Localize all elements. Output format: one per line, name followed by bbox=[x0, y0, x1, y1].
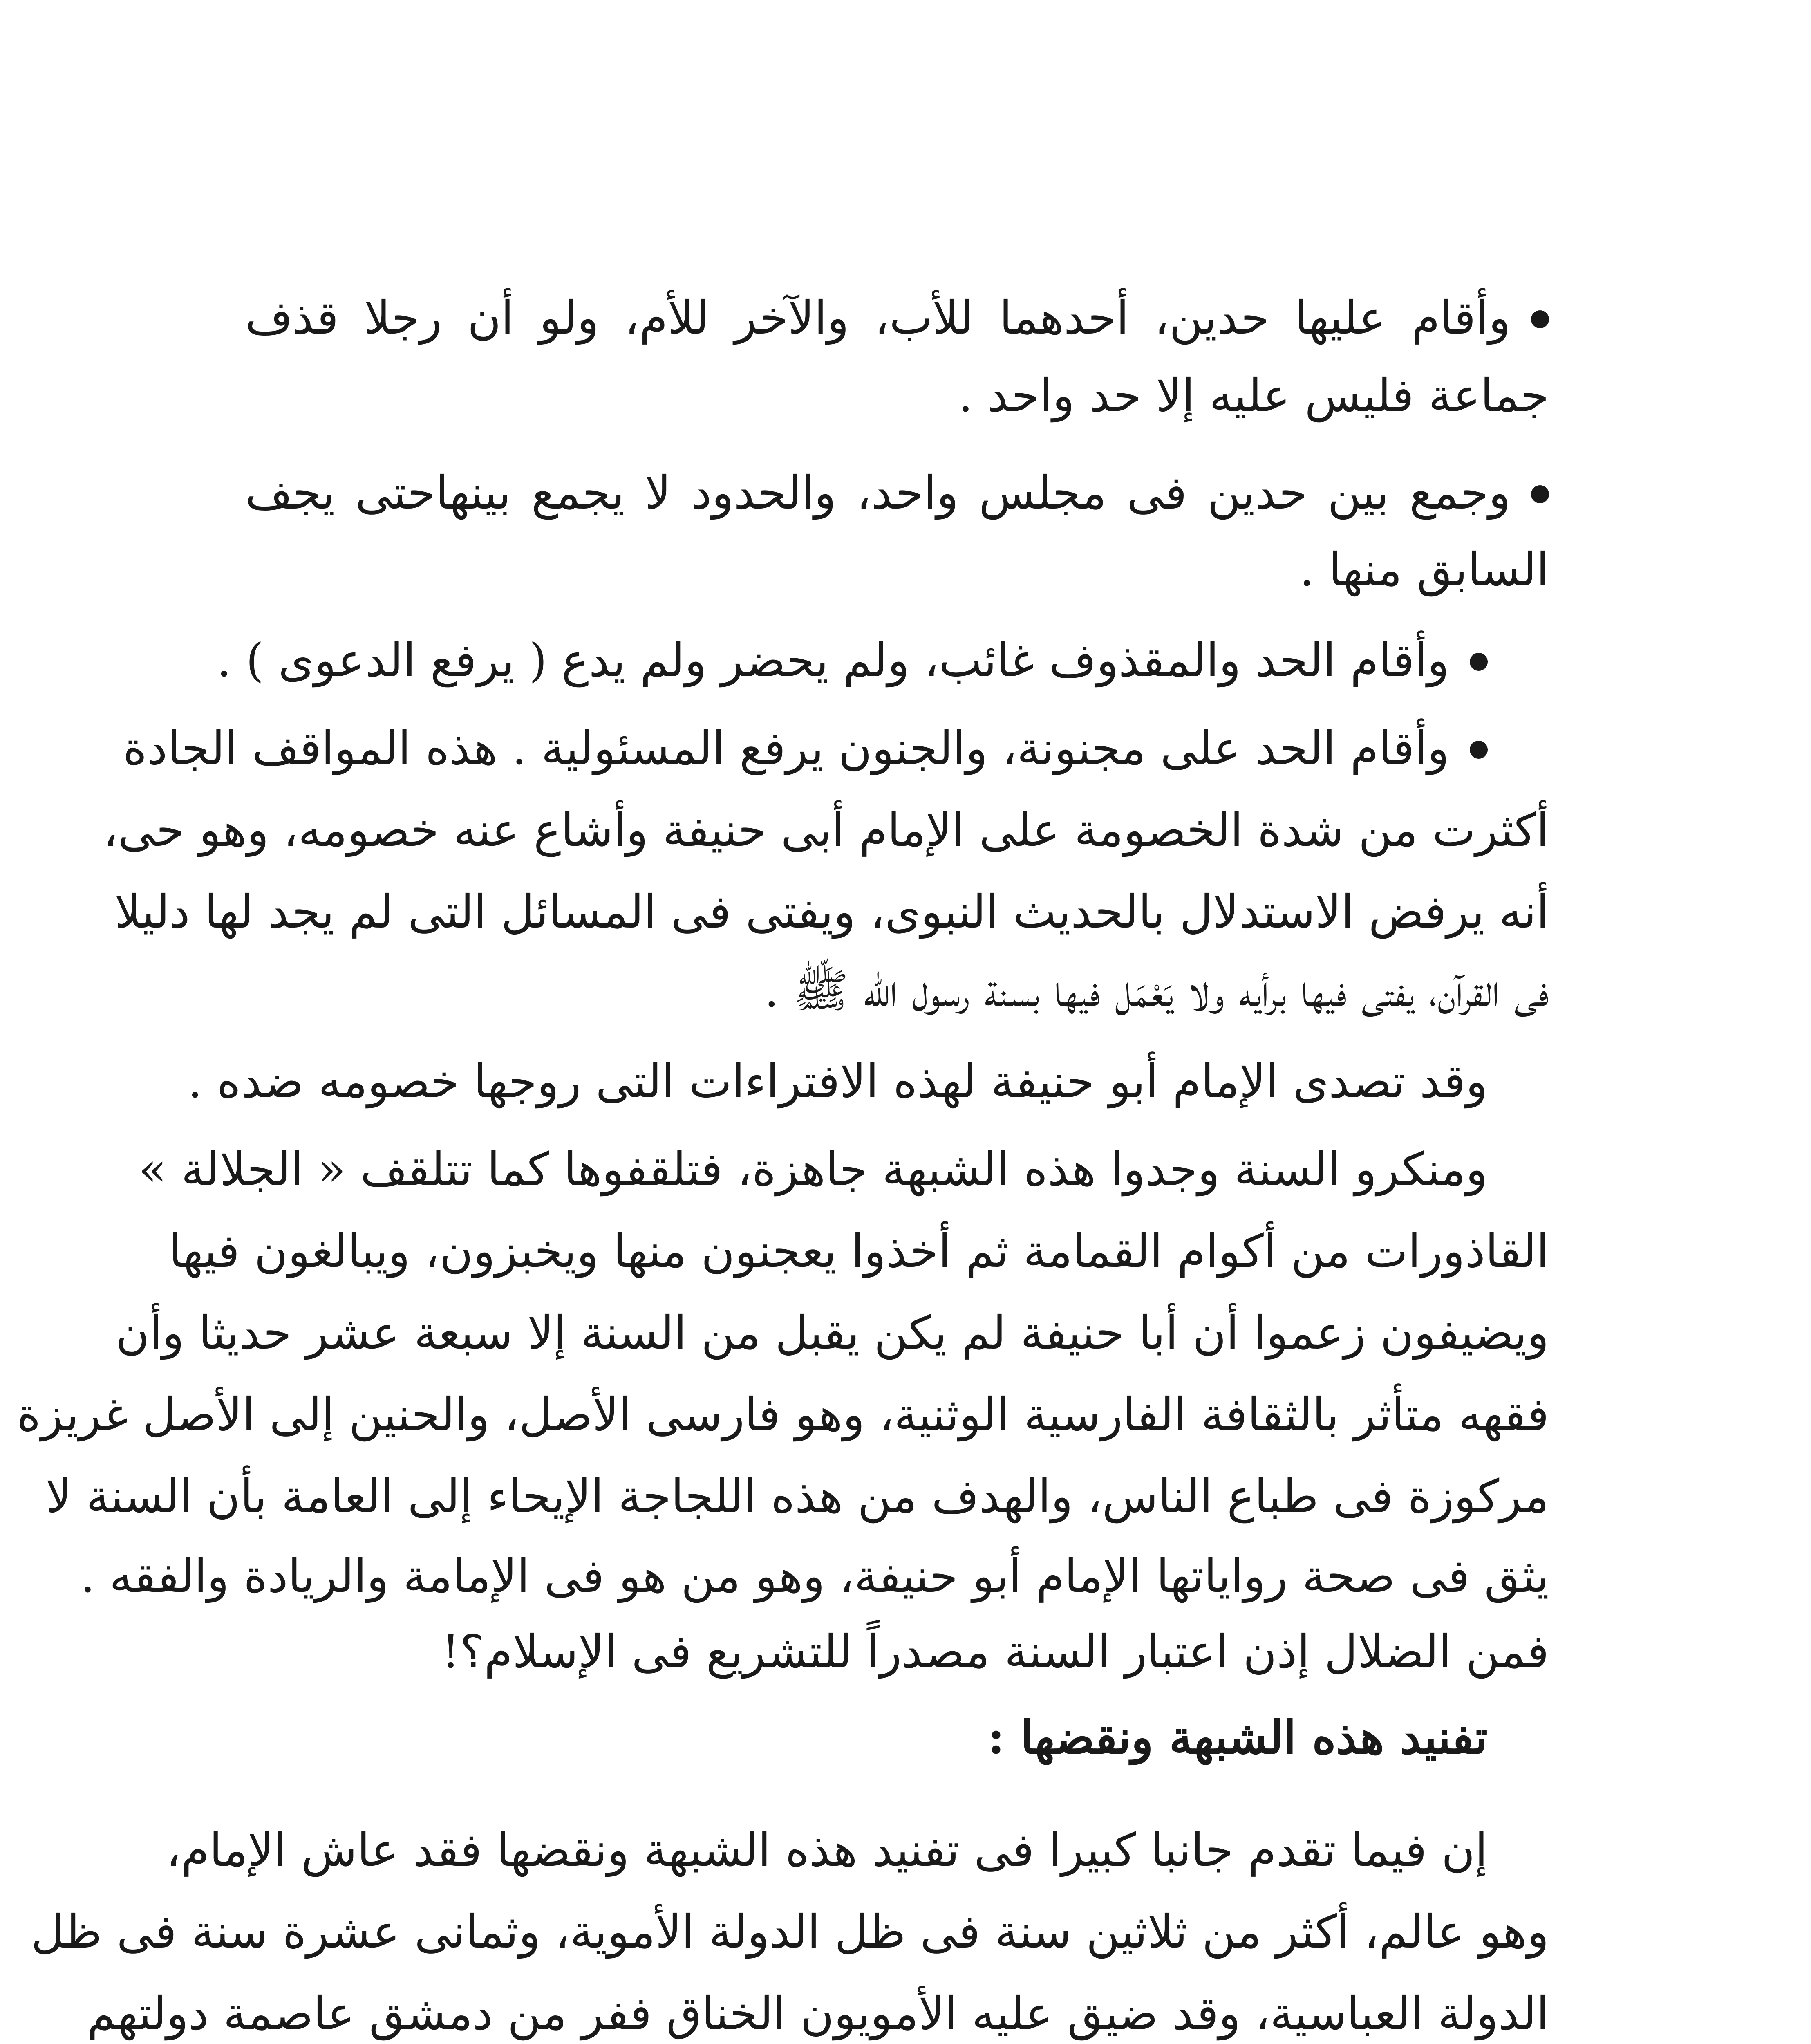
line-text: ويضيفون زعموا أن أبا حنيفة لم يكن يقبل من السنة إلا سبعة عشر حديثا وأن bbox=[116, 1307, 1549, 1360]
bullet-icon bbox=[1470, 741, 1488, 759]
line-text: وأقام الحد والمقذوف غائب، ولم يحضر ولم يدع ( يرفع الدعوى ) . bbox=[217, 634, 1449, 687]
heading-text: تفنيد هذه الشبهة ونقضها : bbox=[987, 1711, 1488, 1764]
line-text: وجمع بين حدين فى مجلس واحد، والحدود لا يجمع بينهاحتى يجف bbox=[245, 466, 1511, 520]
text-line-21 bbox=[87, 1987, 1549, 2044]
text-line-10 bbox=[188, 1055, 1549, 1149]
line-text: فقهه متأثر بالثقافة الفارسية الوثنية، وهو فارسى الأصل، والحنين إلى الأصل غريزة bbox=[17, 1388, 1549, 1441]
text-line-7 bbox=[103, 804, 1549, 897]
line-text: إن فيما تقدم جانبا كبيرا فى تفنيد هذه الشبهة ونقضها فقد عاش الإمام، bbox=[166, 1824, 1488, 1877]
line-text: وهو عالم، أكثر من ثلاثين سنة فى ظل الدولة الأموية، وثمانى عشرة سنة فى ظل bbox=[31, 1905, 1549, 1959]
line-text: جماعة فليس عليه إلا حد واحد . bbox=[958, 369, 1549, 422]
line-text: ومنكرو السنة وجدوا هذه الشبهة جاهزة، فتلقفوها كما تتلقف « الجلالة » bbox=[139, 1143, 1488, 1196]
text-line-2 bbox=[245, 369, 1549, 463]
text-line-12 bbox=[169, 1225, 1549, 1318]
text-line-19 bbox=[166, 1824, 1549, 1917]
section-heading bbox=[245, 1711, 1549, 1805]
text-line-13 bbox=[116, 1307, 1549, 1400]
line-text: مركوزة فى طباع الناس، والهدف من هذه اللجاجة الإيحاء إلى العامة بأن السنة لا bbox=[45, 1470, 1549, 1523]
line-text: يثق فى صحة رواياتها الإمام أبو حنيفة، وهو من هو فى الإمامة والريادة والفقه . bbox=[80, 1550, 1549, 1603]
text-line-6 bbox=[123, 722, 1549, 816]
text-line-20 bbox=[31, 1905, 1549, 1999]
line-text: وأقام عليها حدين، أحدهما للأب، والآخر للأم، ولو أن رجلا قذف bbox=[245, 291, 1511, 345]
line-text: وقد تصدى الإمام أبو حنيفة لهذه الافتراءات التى روجها خصومه ضده . bbox=[188, 1055, 1488, 1108]
bullet-icon bbox=[1531, 485, 1549, 503]
line-text: فى القرآن، يفتى فيها برأيه ولا يَعْمَل فيها بسنة رسول الله ﷺ . bbox=[764, 964, 1549, 1018]
line-text: وأقام الحد على مجنونة، والجنون يرفع المسئولية . هذه المواقف الجادة bbox=[123, 722, 1449, 775]
text-line-17 bbox=[245, 1625, 1549, 1719]
line-text: الدولة العباسية، وقد ضيق عليه الأمويون الخناق ففر من دمشق عاصمة دولتهم bbox=[87, 1987, 1549, 2040]
text-line-4 bbox=[245, 543, 1549, 637]
line-text: السابق منها . bbox=[1299, 543, 1549, 596]
line-text: فمن الضلال إذن اعتبار السنة مصدراً للتشريع فى الإسلام؟! bbox=[441, 1625, 1549, 1679]
line-text: القاذورات من أكوام القمامة ثم أخذوا يعجنون منها ويخبزون، ويبالغون فيها bbox=[169, 1225, 1549, 1278]
bullet-icon bbox=[1531, 310, 1549, 328]
text-line-5 bbox=[217, 634, 1549, 728]
bullet-icon bbox=[1470, 653, 1488, 671]
line-text: أكثرت من شدة الخصومة على الإمام أبى حنيفة وأشاع عنه خصومه، وهو حى، bbox=[103, 804, 1549, 857]
text-line-11 bbox=[139, 1143, 1549, 1237]
line-text: أنه يرفض الاستدلال بالحديث النبوى، ويفتى فى المسائل التى لم يجد لها دليلا bbox=[114, 885, 1549, 939]
text-line-14 bbox=[17, 1388, 1549, 1482]
text-line-9 bbox=[245, 964, 1549, 1058]
